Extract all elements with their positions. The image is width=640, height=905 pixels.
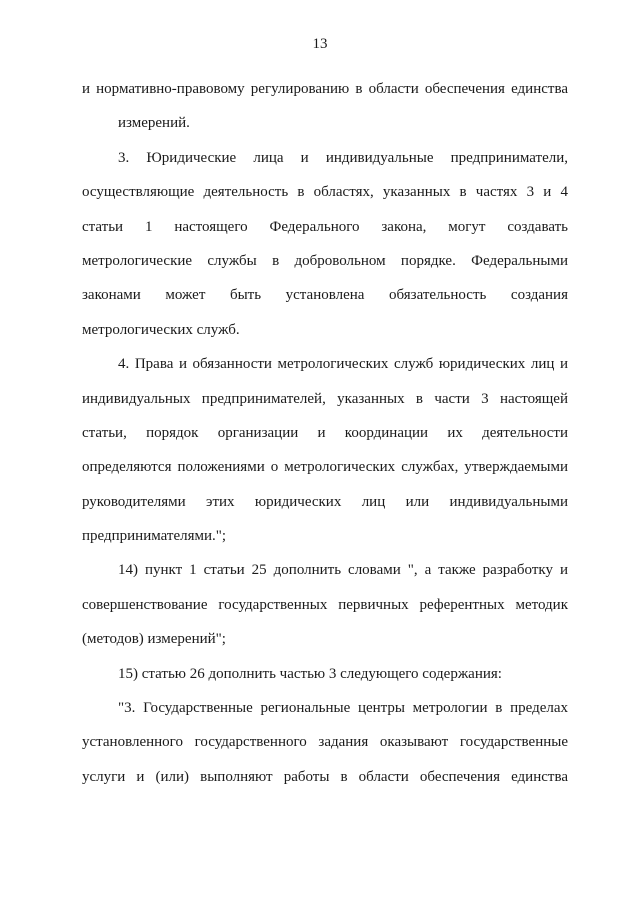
text-line: услуги и (или) выполняют работы в области обеспечения единства xyxy=(82,768,568,785)
text-line: метрологических служб. xyxy=(82,321,240,338)
text-line: совершенствование государственных первичных референтных методик xyxy=(82,596,568,613)
text-line: статьи 1 настоящего Федерального закона, могут создавать xyxy=(82,218,568,235)
text-line: "3. Государственные региональные центры метрологии в пределах xyxy=(118,700,568,717)
text-line: 15) статью 26 дополнить частью 3 следующего содержания: xyxy=(118,665,502,682)
text-line: определяются положениями о метрологических службах, утверждаемыми xyxy=(82,459,568,476)
text-line: и нормативно-правовому регулированию в области обеспечения единства xyxy=(82,81,568,97)
text-line: установленного государственного задания оказывают государственные xyxy=(82,734,568,751)
text-line: индивидуальных предпринимателей, указанных в части 3 настоящей xyxy=(82,390,568,407)
text-line: осуществляющие деятельность в областях, указанных в частях 3 и 4 xyxy=(82,184,568,201)
text-line: 3. Юридические лица и индивидуальные предприниматели, xyxy=(118,149,568,166)
text-line: метрологические службы в добровольном порядке. Федеральными xyxy=(82,252,568,269)
text-line: (методов) измерений"; xyxy=(82,631,226,648)
text-line: 4. Права и обязанности метрологических служб юридических лиц и xyxy=(118,356,568,373)
text-line: статьи, порядок организации и координации их деятельности xyxy=(82,424,568,441)
text-line: 14) пункт 1 статьи 25 дополнить словами ", а также разработку и xyxy=(118,562,568,579)
text-line: предпринимателями."; xyxy=(82,528,227,545)
page-number: 13 xyxy=(312,36,328,52)
text-line: измерений. xyxy=(118,115,190,132)
document-body xyxy=(82,72,568,794)
text-line: руководителями этих юридических лиц или индивидуальными xyxy=(82,493,568,510)
text-line: законами может быть установлена обязательность создания xyxy=(82,287,568,304)
